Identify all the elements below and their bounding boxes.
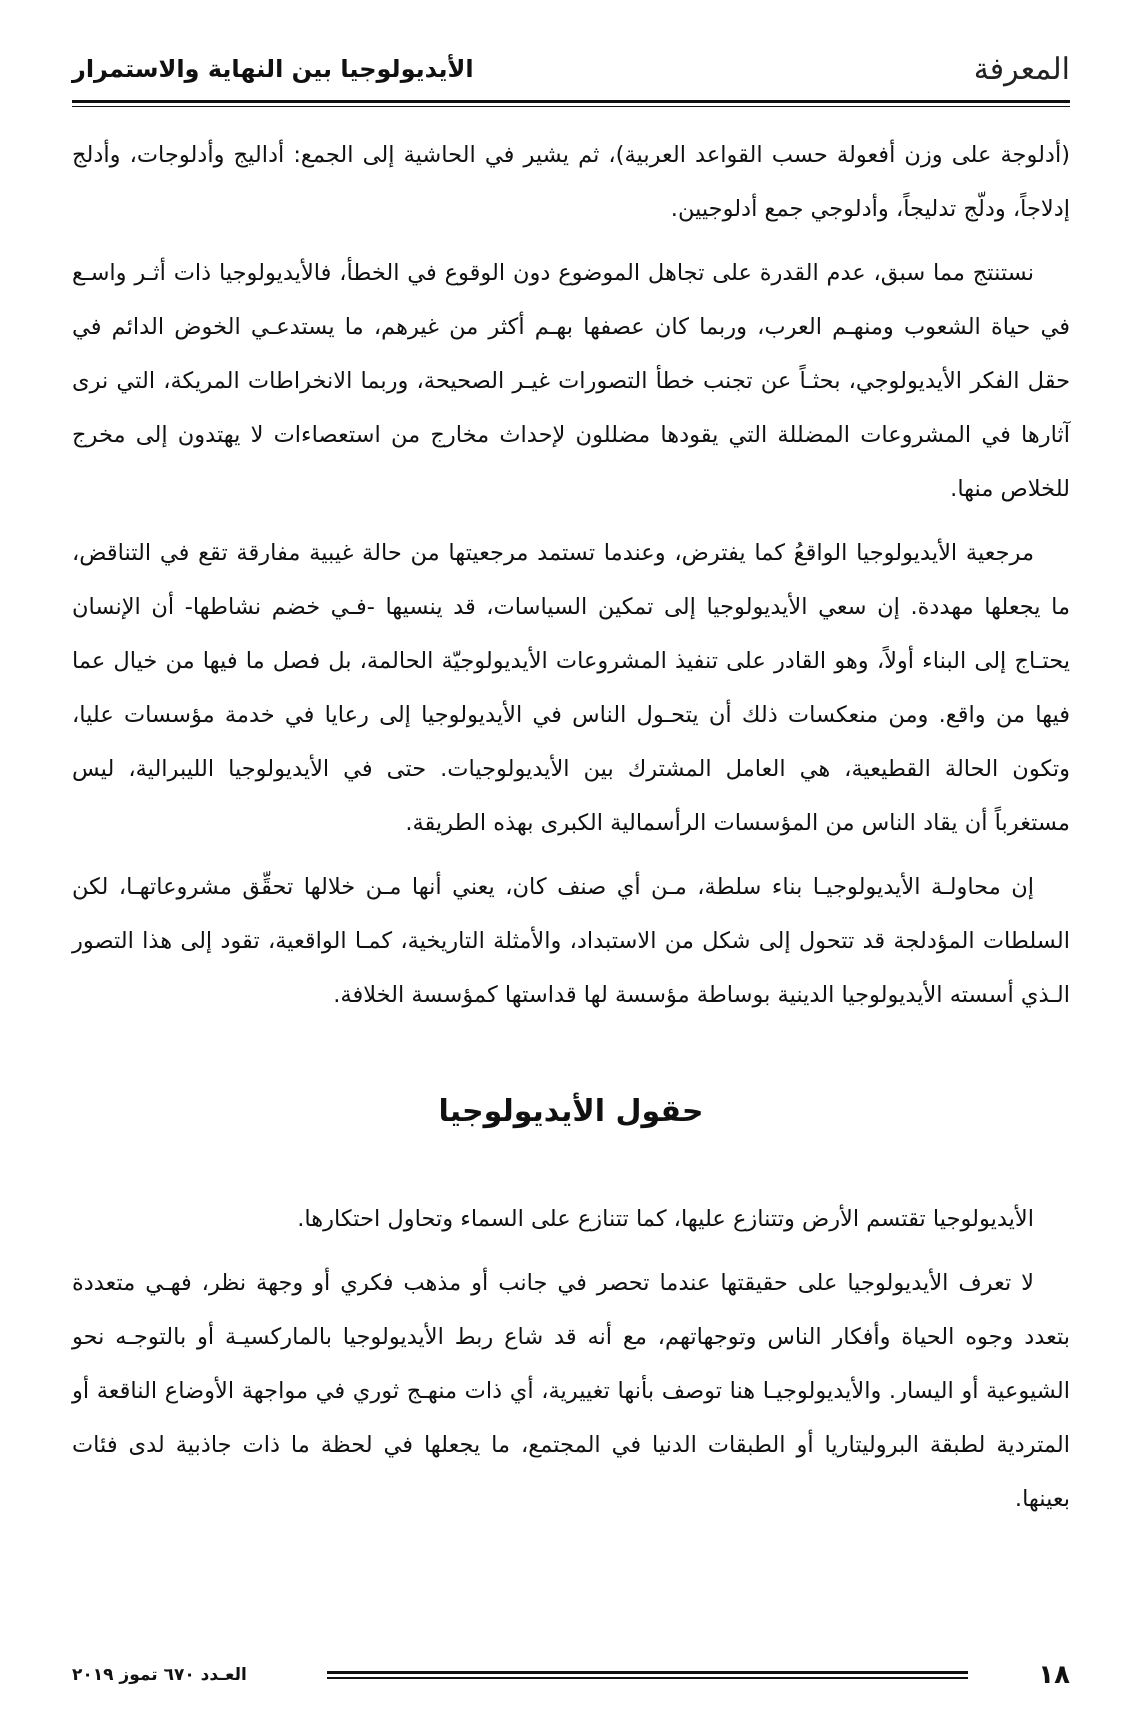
paragraph-5: الأيديولوجيا تقتسم الأرض وتتنازع عليها، كما تتنازع على السماء وتحاول احتكارها. (297, 1206, 1034, 1232)
running-header (72, 40, 1070, 98)
section-heading: حقول الأيديولوجيا (438, 1094, 704, 1129)
header-rule-thin (72, 106, 1070, 107)
paragraph-2: نستنتج مما سبق، عدم القدرة على تجاهل الموضوع دون الوقوع في الخطأ، فالأيديولوجيا ذات أثـر واسـع في حياة الشعوب ومنهـم العرب، وربما كان عصفها بهـم أكثر من غيرهم، ما يستدعـي الخوض الدائم في حقل الفكر الأيديولوجي، بحثـاً عن تجنب خطأ التصورات غيـر الصحيحة، وربما الانخراطات المريكة، التي نرى آثارها في المشروعات المضللة التي يقودها مضللون لإحداث مخارج من استعصاءات لا يهتدون إلى مخرج للخلاص منها. (72, 260, 1070, 502)
issue-info: العـدد ٦٧٠ تموز ٢٠١٩ (72, 1665, 247, 1685)
page-footer (72, 1660, 1070, 1690)
paragraph-3: مرجعية الأيديولوجيا الواقعُ كما يفترض، وعندما تستمد مرجعيتها من حالة غيبية مفارقة تقع في التناقض، ما يجعلها مهددة. إن سعي الأيديولوجيا إلى تمكين السياسات، قد ينسيها -فـي خضم نشاطها- أن الإنسان يحتـاج إلى البناء أولاً، وهو القادر على تنفيذ المشروعات الأيديولوجيّة الحالمة، بل فصل ما فيها من خيال عما فيها من واقع. ومن منعكسات ذلك أن يتحـول الناس في الأيديولوجيا إلى رعايا في خدمة مؤسسات عليا، وتكون الحالة القطيعية، هي العامل المشترك بين الأيديولوجيات. حتى في الأيديولوجيا الليبرالية، ليس مستغرباً أن يقاد الناس من المؤسسات الرأسمالية الكبرى بهذه الطريقة. (72, 540, 1070, 836)
journal-logo: المعرفة (973, 51, 1070, 87)
header-rule-thick (72, 100, 1070, 103)
page-number: ١٨ (1038, 1660, 1070, 1690)
paragraph-6: لا تعرف الأيديولوجيا على حقيقتها عندما تحصر في جانب أو مذهب فكري أو وجهة نظر، فهـي متعددة بتعدد وجوه الحياة وأفكار الناس وتوجهاتهم، مع أنه قد شاع ربط الأيديولوجيا بالماركسيـة أو بالتوجـه نحو الشيوعية أو اليسار. والأيديولوجيـا هنا توصف بأنها تغييرية، أي ذات منهـج ثوري في مواجهة الأوضاع الناقعة أو المتردية لطبقة البروليتاريا أو الطبقات الدنيا في المجتمع، ما يجعلها في لحظة ما ذات جاذبية لدى فئات بعينها. (72, 1270, 1070, 1512)
running-title: الأيديولوجيا بين النهاية والاستمرار (72, 55, 474, 83)
article-body (72, 128, 1070, 1536)
paragraph-4: إن محاولـة الأيديولوجيـا بناء سلطة، مـن أي صنف كان، يعني أنها مـن خلالها تحقِّق مشروعاتهـا، لكن السلطات المؤدلجة قد تتحول إلى شكل من الاستبداد، والأمثلة التاريخية، كمـا الواقعية، تقود إلى هذا التصور الـذي أسسته الأيديولوجيا الدينية بوساطة مؤسسة لها قداستها كمؤسسة الخلافة. (72, 874, 1070, 1008)
paragraph-1: (أدلوجة على وزن أفعولة حسب القواعد العربية)، ثم يشير في الحاشية إلى الجمع: أداليج وأدلوجات، وأدلج إدلاجاً، ودلّج تدليجاً، وأدلوجي جمع أدلوجيين. (72, 142, 1070, 222)
footer-rule (327, 1669, 968, 1681)
